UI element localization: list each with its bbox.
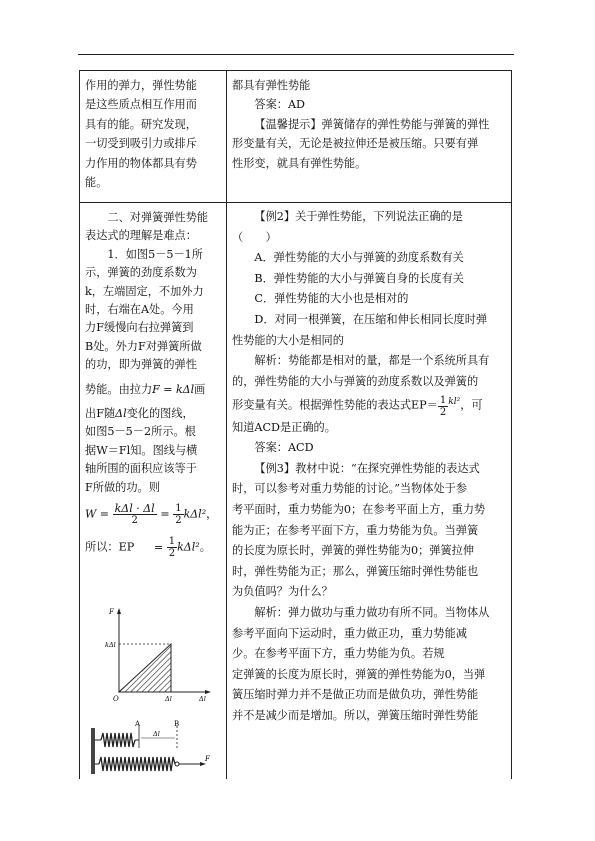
left-cell-row1 (85, 76, 222, 192)
analysis3-line: 少。在参考平面下方，重力势能为负。若规 (232, 647, 445, 661)
label-b: B (174, 720, 180, 728)
graph-line: 出F随Δl变化的图线， (85, 407, 194, 421)
analysis3-line: 并不是减少而是增加。所以，弹簧压缩时弹性势能 (232, 708, 479, 722)
analysis-formula-line: 形变量有关。根据弹性势能的表达式EP＝ $\frac{1}{2}$ $^{kl^2}$，可 (232, 394, 483, 418)
delta-l-symbol: Δl (115, 407, 127, 421)
tip-line: 【温馨提示】弹簧储存的弹性势能与弹簧的弹性 (254, 117, 490, 131)
example-3-line: 时，可以参考对重力势能的讨论。”当物体处于参 (232, 482, 468, 496)
para-line: 1．如图5－5－1所 (107, 247, 203, 261)
para-line: k，左端固定，不加外力 (85, 284, 204, 298)
table-border-right (511, 70, 512, 779)
force-label: F (205, 755, 210, 763)
option-b: B．弹性势能的大小与弹簧自身的长度有关 (254, 271, 464, 285)
para-line: 如图5－5－2所示。根 (85, 425, 196, 439)
fraction: $\frac{1}{2}$ (175, 503, 182, 527)
option-d-cont: 性势能的大小是相同的 (232, 333, 344, 347)
force-extension-graph (105, 604, 217, 704)
table-border-top (79, 70, 512, 71)
delta-label: Δl (153, 730, 160, 738)
right-row1-line1: 都具有弹性势能 (232, 79, 311, 92)
fraction: $\frac{1}{2}$ (439, 394, 447, 418)
para-line: 时，右端在A处。今用 (85, 303, 194, 317)
spring-diagram (85, 718, 221, 774)
para-line: 力F缓慢向右拉弹簧到 (85, 321, 194, 335)
y-axis-label: F (109, 608, 114, 616)
left-row1-line: 能。 (85, 176, 108, 190)
x-axis-label: Δl (199, 695, 206, 703)
para-line: 的功，即为弹簧的弹性 (85, 358, 197, 372)
tip-line: 性形变，就具有弹性势能。 (232, 156, 367, 170)
table-row-divider (79, 202, 512, 203)
fraction: $\frac{1}{2}$ (168, 536, 176, 560)
left-cell-row2 (85, 209, 223, 559)
answer-1: 答案：AD (254, 98, 306, 112)
work-area-triangle (119, 644, 171, 692)
content-table (79, 70, 512, 779)
para-line: F所做的功。则 (85, 480, 160, 494)
left-row1-line: 具有的能。研究发现， (85, 117, 197, 131)
analysis-line: 知道ACD是正确的。 (232, 420, 336, 434)
analysis-line: 的，弹性势能的大小与弹簧的劲度系数以及弹簧的 (232, 374, 479, 388)
option-c: C．弹性势能的大小也是相对的 (254, 292, 409, 306)
table-column-divider (226, 70, 227, 779)
y-tick-label: kΔl (105, 641, 116, 649)
option-a: A．弹性势能的大小与弹簧的劲度系数有关 (254, 251, 464, 265)
section-heading-cont: 表达式的理解是难点： (85, 229, 197, 243)
para-line: B处。外力F对弹簧所做 (85, 339, 202, 353)
analysis3-line: 参考平面向下运动时，重力做正功，重力势能减 (232, 626, 467, 640)
force-line: 势能。由拉力F = kΔl画 (85, 382, 206, 396)
ep-formula: 所以：EP = $\frac{1}{2}$ kΔl²。 (85, 536, 211, 560)
work-formula: W = $\frac{\text{kΔl · Δl}}{2}$ = $\frac{1}{2}$ kΔl²， (85, 502, 218, 527)
example-3-line: 能为正；在参考平面下方，重力势能为负。当弹簧 (232, 523, 479, 537)
origin-label: O (113, 695, 119, 703)
left-row1-line: 力作用的物体都具有势 (85, 156, 197, 170)
spring-relaxed (101, 733, 135, 747)
spring-end-hook (175, 762, 179, 766)
option-d: D．对同一根弹簧，在压缩和伸长相同长度时弹 (254, 312, 488, 326)
x-axis-arrow-icon (205, 690, 211, 694)
right-cell-row1 (232, 76, 508, 173)
section-heading: 二、对弹簧弹性势能 (107, 211, 209, 224)
answer-2: 答案：ACD (254, 441, 314, 455)
left-row1-line: 作用的弹力，弹性势能 (85, 79, 197, 92)
para-line: 轴所围的面积应该等于 (85, 462, 197, 476)
example-3-line: 考平面时，重力势能为0；在参考平面上方，重力势 (232, 502, 486, 516)
header-rule (78, 54, 514, 55)
fixed-wall (91, 728, 95, 774)
left-row1-line: 是这些质点相互作用而 (85, 98, 197, 112)
example-2-paren: （ ） (232, 230, 277, 244)
table-border-left (79, 70, 80, 779)
label-a: A (135, 720, 141, 728)
left-row1-line: 一切受到吸引力或排斥 (85, 137, 197, 151)
x-tick-label: Δl (165, 695, 172, 703)
para-line: 据W＝Fl知。图线与横 (85, 443, 198, 457)
right-cell-row2 (232, 207, 508, 726)
analysis-line: 解析：势能都是相对的量，都是一个系统所具有 (254, 354, 490, 368)
example-3-line: 时，弹性势能为正；那么，弹簧压缩时弹性势能也 (232, 564, 479, 578)
analysis3-line: 定弹簧的长度为原长时，弹簧的弹性势能为0，当弹 (232, 667, 486, 681)
analysis3-line: 簧压缩时弹力并不是做正功而是做负功，弹性势能 (232, 688, 479, 702)
example-3-line: 【例3】教材中说：“在探究弹性势能的表达式 (254, 461, 480, 475)
tip-line: 形变量有关，无论是被拉伸还是被压缩。只要有弹 (232, 137, 479, 151)
force-formula: F = kΔl (152, 382, 195, 396)
para-line: 示，弹簧的劲度系数为 (85, 266, 197, 280)
example-3-line: 为负值吗？为什么？ (232, 585, 333, 599)
fraction: $\frac{\text{kΔl · Δl}}{2}$ (114, 502, 155, 527)
example-2-title: 【例2】关于弹性势能，下列说法正确的是 (254, 210, 463, 223)
spring-stretched (99, 757, 175, 771)
analysis3-line: 解析：弹力做功与重力做功有所不同。当物体从 (254, 605, 490, 619)
y-axis-arrow-icon (117, 608, 121, 614)
example-3-line: 的长度为原长时，弹簧的弹性势能为0；弹簧拉伸 (232, 544, 475, 558)
